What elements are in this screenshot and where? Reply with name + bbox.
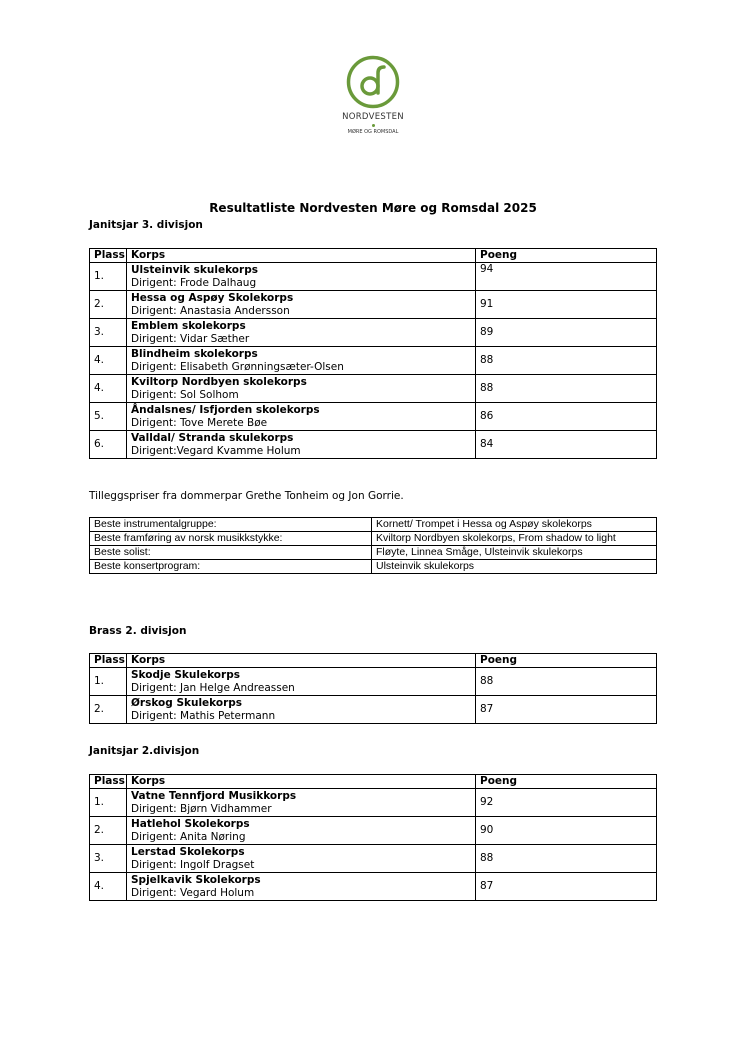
korps-name: Emblem skolekorps [131, 319, 246, 332]
korps-cell [127, 319, 476, 347]
poeng-cell: 88 [476, 668, 657, 696]
poeng-cell: 91 [476, 291, 657, 319]
plass-cell: 6. [90, 431, 127, 459]
poeng-cell: 84 [476, 431, 657, 459]
table-header-row [90, 249, 657, 263]
table-row [90, 845, 657, 873]
poeng-cell: 88 [476, 845, 657, 873]
poeng-cell: 88 [476, 375, 657, 403]
prize-value: Kviltorp Nordbyen skolekorps, From shadow to light [372, 532, 657, 546]
header-korps: Korps [127, 249, 476, 263]
korps-name: Vatne Tennfjord Musikkorps [131, 789, 297, 802]
prize-value: Ulsteinvik skulekorps [372, 560, 657, 574]
table-row [90, 431, 657, 459]
header-poeng: Poeng [476, 775, 657, 789]
korps-name: Hatlehol Skolekorps [131, 817, 250, 830]
plass-cell: 4. [90, 375, 127, 403]
results-table-brass-2 [89, 653, 657, 724]
dirigent: Dirigent: Tove Merete Bøe [131, 416, 268, 429]
prizes-table [89, 517, 657, 574]
dirigent: Dirigent: Vegard Holum [131, 886, 255, 899]
korps-cell [127, 375, 476, 403]
table-header-row [90, 775, 657, 789]
plass-cell: 2. [90, 291, 127, 319]
korps-cell [127, 873, 476, 901]
korps-name: Kviltorp Nordbyen skolekorps [131, 375, 307, 388]
header-korps: Korps [127, 654, 476, 668]
table-row [90, 789, 657, 817]
poeng-cell: 89 [476, 319, 657, 347]
prize-label: Beste konsertprogram: [90, 560, 372, 574]
plass-cell: 3. [90, 845, 127, 873]
prize-row [90, 560, 657, 574]
dirigent: Dirigent:Vegard Kvamme Holum [131, 444, 301, 457]
logo-name: NORDVESTEN [342, 112, 404, 122]
poeng-cell: 88 [476, 347, 657, 375]
section-heading: Janitsjar 2.divisjon [89, 745, 200, 757]
korps-cell [127, 817, 476, 845]
table-row [90, 375, 657, 403]
extra-prizes-note: Tilleggspriser fra dommerpar Grethe Tonheim og Jon Gorrie. [89, 490, 404, 502]
korps-name: Hessa og Aspøy Skolekorps [131, 291, 294, 304]
table-row [90, 696, 657, 724]
korps-cell [127, 431, 476, 459]
table-row [90, 817, 657, 845]
korps-cell [127, 845, 476, 873]
prize-label: Beste framføring av norsk musikkstykke: [90, 532, 372, 546]
table-row [90, 668, 657, 696]
logo [335, 55, 411, 135]
logo-subtitle: MØRE OG ROMSDAL [347, 129, 399, 135]
korps-cell [127, 347, 476, 375]
korps-cell [127, 403, 476, 431]
dirigent: Dirigent: Elisabeth Grønningsæter-Olsen [131, 360, 344, 373]
plass-cell: 2. [90, 817, 127, 845]
prize-value: Fløyte, Linnea Småge, Ulsteinvik skulekorps [372, 546, 657, 560]
korps-cell [127, 789, 476, 817]
prize-row [90, 532, 657, 546]
korps-name: Blindheim skolekorps [131, 347, 258, 360]
dirigent: Dirigent: Frode Dalhaug [131, 276, 257, 289]
document-title: Resultatliste Nordvesten Møre og Romsdal 2025 [209, 201, 537, 215]
poeng-cell: 90 [476, 817, 657, 845]
dirigent: Dirigent: Bjørn Vidhammer [131, 802, 272, 815]
korps-cell [127, 263, 476, 291]
table-row [90, 873, 657, 901]
poeng-cell: 94 [476, 263, 657, 291]
dirigent: Dirigent: Anita Nøring [131, 830, 246, 843]
prize-label: Beste instrumentalgruppe: [90, 518, 372, 532]
poeng-cell: 86 [476, 403, 657, 431]
header-korps: Korps [127, 775, 476, 789]
nordvesten-logo-icon [346, 55, 400, 109]
table-row [90, 263, 657, 291]
header-poeng: Poeng [476, 249, 657, 263]
korps-name: Skodje Skulekorps [131, 668, 240, 681]
korps-name: Spjelkavik Skolekorps [131, 873, 261, 886]
table-row [90, 403, 657, 431]
header-poeng: Poeng [476, 654, 657, 668]
dirigent: Dirigent: Anastasia Andersson [131, 304, 290, 317]
header-plass: Plass [90, 775, 127, 789]
table-row [90, 291, 657, 319]
section-heading: Brass 2. divisjon [89, 625, 187, 637]
korps-cell [127, 696, 476, 724]
header-plass: Plass [90, 654, 127, 668]
table-header-row [90, 654, 657, 668]
poeng-cell: 87 [476, 873, 657, 901]
prize-label: Beste solist: [90, 546, 372, 560]
header-plass: Plass [90, 249, 127, 263]
plass-cell: 1. [90, 263, 127, 291]
table-row [90, 347, 657, 375]
korps-name: Valldal/ Stranda skulekorps [131, 431, 294, 444]
korps-cell [127, 668, 476, 696]
korps-cell [127, 291, 476, 319]
dirigent: Dirigent: Jan Helge Andreassen [131, 681, 295, 694]
korps-name: Åndalsnes/ Isfjorden skolekorps [131, 403, 320, 416]
plass-cell: 2. [90, 696, 127, 724]
korps-name: Lerstad Skolekorps [131, 845, 245, 858]
dirigent: Dirigent: Mathis Petermann [131, 709, 276, 722]
section-heading: Janitsjar 3. divisjon [89, 219, 203, 231]
prize-row [90, 518, 657, 532]
results-table-janitsjar-2 [89, 774, 657, 901]
plass-cell: 3. [90, 319, 127, 347]
plass-cell: 4. [90, 347, 127, 375]
dirigent: Dirigent: Vidar Sæther [131, 332, 250, 345]
dirigent: Dirigent: Ingolf Dragset [131, 858, 255, 871]
prize-value: Kornett/ Trompet i Hessa og Aspøy skolekorps [372, 518, 657, 532]
table-row [90, 319, 657, 347]
results-table-janitsjar-3 [89, 248, 657, 459]
korps-name: Ulsteinvik skulekorps [131, 263, 258, 276]
korps-name: Ørskog Skulekorps [131, 696, 243, 709]
plass-cell: 1. [90, 668, 127, 696]
logo-dot [372, 124, 375, 127]
poeng-cell: 92 [476, 789, 657, 817]
plass-cell: 1. [90, 789, 127, 817]
dirigent: Dirigent: Sol Solhom [131, 388, 239, 401]
prize-row [90, 546, 657, 560]
plass-cell: 5. [90, 403, 127, 431]
poeng-cell: 87 [476, 696, 657, 724]
plass-cell: 4. [90, 873, 127, 901]
